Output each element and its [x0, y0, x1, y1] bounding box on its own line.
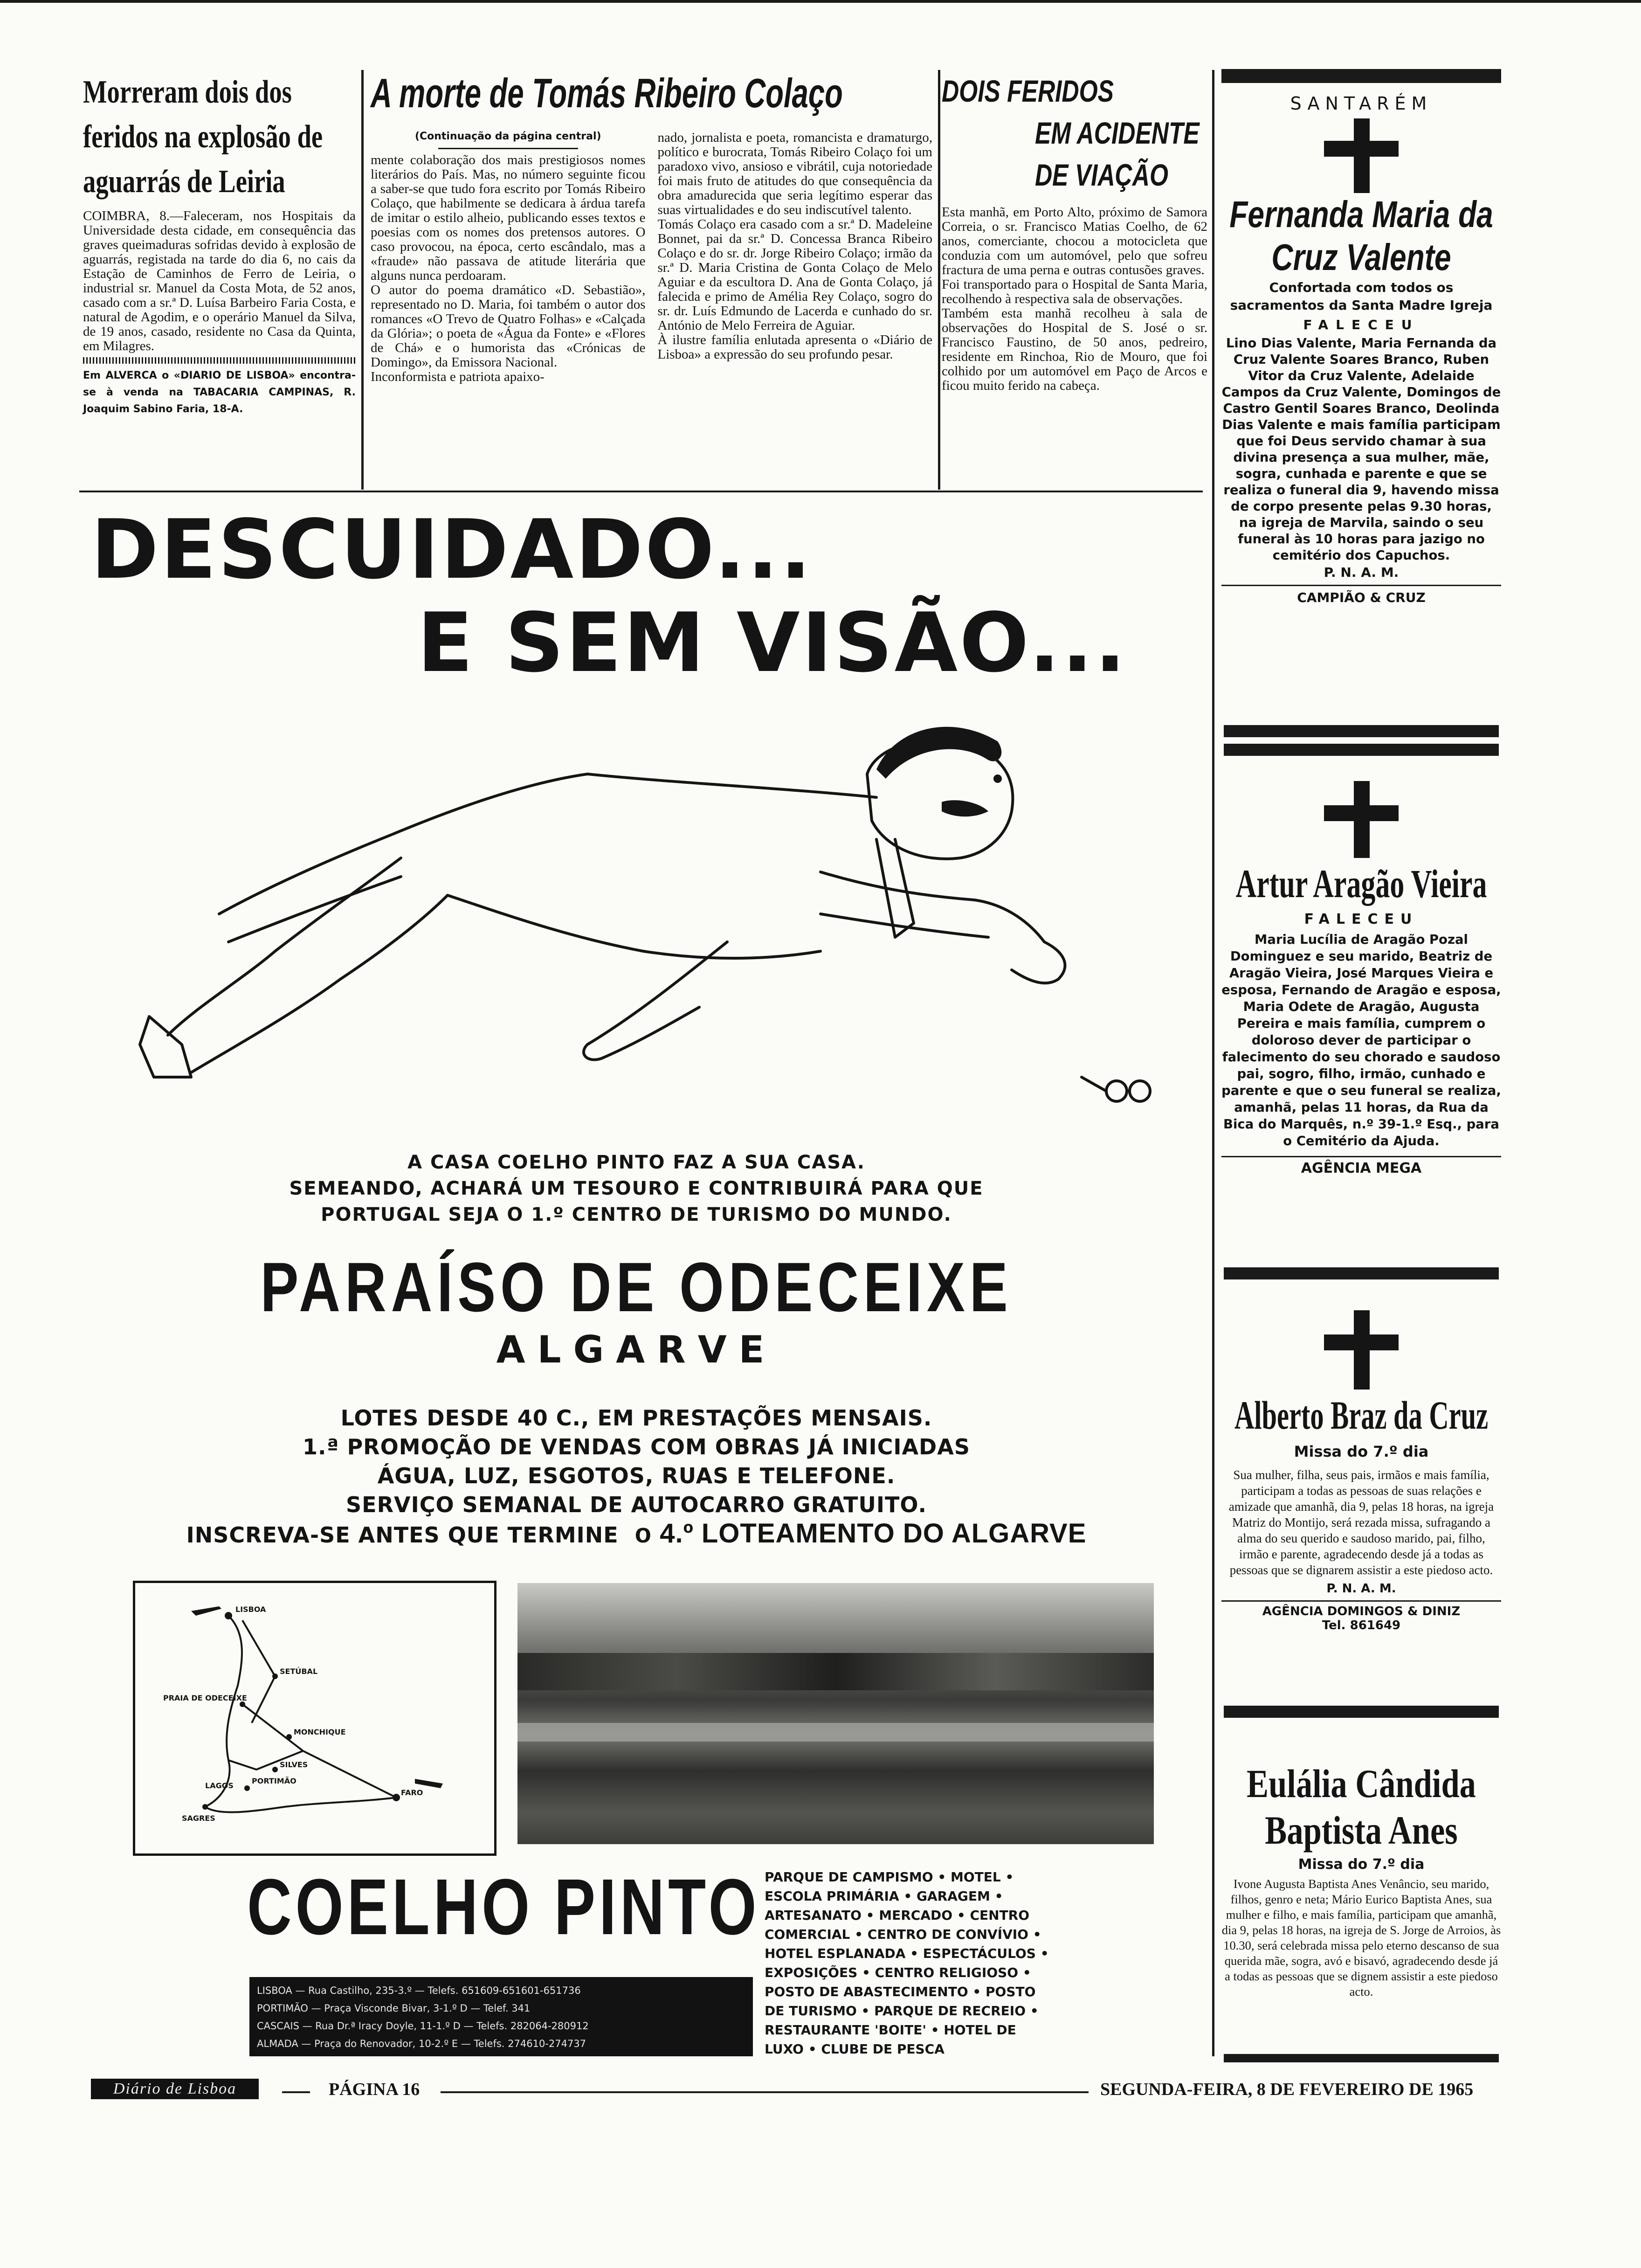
alverca-notice: Em ALVERCA o «DIARIO DE LISBOA» encontra-se à venda na TABACARIA CAMPINAS, R. Joaquim Sabino Faria, 18-A. — [83, 370, 356, 415]
obit-separator-2 — [1224, 744, 1499, 756]
article-leiria-headline: Morreram dois dos feridos na explosão de aguarrás de Leiria — [83, 74, 323, 200]
obit4-name-1: Eulália Cândida — [1247, 1761, 1476, 1806]
map-label-odeceixe: PRAIA DE ODECEIXE — [163, 1694, 247, 1702]
article-colaco-body-a: mente colaboração dos mais prestigiosos nomes literários do País. Mas, no número seguinte ficou a saber-se que tudo fora escrito por Tomás Ribeiro Colaço, que habilmente se dedicara à árdua tarefa de imitar o estilo alheio, publicando esses textos e poesias com os nomes dos pretensos autores. O caso provocou, na época, certo escândalo, mas a «fraude» não passava de atitude literária que alguns nunca perdoaram. O autor do poema dramático «D. Sebastião», representado no D. Maria, foi também o autor dos romances «O Trevo de Quatro Folhas» e «Calçada da Glória»; o poeta de «Água da Fonte» e «Flores de Chá» e o humorista das «Crónicas de Domingo», da Emissora Nacional. Inconformista e patriota apaixo- — [371, 152, 646, 384]
ad-line-5a: INSCREVA-SE ANTES QUE TERMINE — [186, 1522, 619, 1548]
article-colaco-body-b: nado, jornalista e poeta, romancista e dramaturgo, político e burocrata, Tomás Ribeiro Colaço foi um paradoxo vivo, ansioso e vibrátil, cuja notoriedade foi mais fruto de atitudes do que consequência da obra amadurecida que seria legítimo esperar das suas virtualidades e do seu indiscutível talento. Tomás Colaço era casado com a sr.ª D. Madeleine Bonnet, pai da sr.ª D. Concessa Branca Ribeiro Colaço e do sr. dr. Jorge Ribeiro Colaço; irmão da sr.ª D. Maria Cristina de Gonta Colaço de Melo Aguiar e da escultora D. Ana de Gonta Colaço, já falecida e primo de Amélia Rey Colaço, sogro do sr. dr. Luís Edmundo de Lacerda e cunhado do sr. António de Melo Ferreira de Aguiar. À ilustre família enlutada apresenta o «Diário de Lisboa» a expressão do seu profundo pesar. — [657, 130, 932, 362]
masthead-logo: Diário de Lisboa — [91, 2079, 259, 2099]
brand-name: COELHO PINTO — [247, 1863, 760, 1951]
footer-rule — [441, 2091, 1089, 2093]
column-divider-obits — [1212, 70, 1214, 2056]
obit1-status: FALECEU — [1303, 317, 1420, 332]
tick-rule — [83, 357, 356, 364]
obit3-status: Missa do 7.º dia — [1294, 1443, 1429, 1460]
ad-line-1: LOTES DESDE 40 C., EM PRESTAÇÕES MENSAIS. — [340, 1405, 932, 1431]
map-label-sagres: SAGRES — [182, 1814, 215, 1823]
article-colaco — [371, 70, 932, 384]
map-label-monchique: MONCHIQUE — [294, 1728, 346, 1736]
map-drawing — [135, 1583, 494, 1853]
obit3-rule — [1221, 1600, 1501, 1602]
obit-top-bar — [1221, 69, 1501, 83]
footer-dash — [282, 2091, 310, 2093]
obit-separator-1 — [1224, 725, 1499, 737]
photo-water — [517, 1723, 1154, 1742]
address-almada: ALMADA — Praça do Renovador, 10-2.º E — Telefs. 274610-274737 — [257, 2038, 586, 2049]
article-leiria-body: COIMBRA, 8.—Faleceram, nos Hospitais da Universidade desta cidade, em consequência das graves queimaduras sofridas devido à explosão de aguarrás, registada na tarde do dia 6, no cais da Estação de Caminhos de Ferro de Leiria, o industrial sr. Manuel da Costa Mota, de 52 anos, casado com a sr.ª D. Luísa Barbeiro Faria Costa, e natural de Agodim, e o operário Manuel da Silva, de 19 anos, casado, residente no Casa da Quinta, em Milagres. — [83, 208, 356, 353]
obit1-place: SANTARÉM — [1290, 93, 1433, 114]
ad-line-5b: o 4.º LOTEAMENTO DO ALGARVE — [634, 1518, 1087, 1549]
article-colaco-headline: A morte de Tomás Ribeiro Colaço — [371, 70, 843, 116]
map-label-setubal: SETÚBAL — [280, 1667, 318, 1676]
ad-region: ALGARVE — [496, 1328, 777, 1371]
address-lisboa: LISBOA — Rua Castilho, 235-3.º — Telefs. 651609-651601-651736 — [257, 1985, 581, 1996]
page-number: PÁGINA 16 — [329, 2080, 420, 2099]
ad-headline-2: E SEM VISÃO... — [417, 596, 1128, 691]
article-accident — [942, 70, 1207, 393]
map-label-silves: SILVES — [280, 1760, 308, 1769]
obit1-body: Lino Dias Valente, Maria Fernanda da Cruz Valente Soares Branco, Ruben Vitor da Cruz Valente, Adelaide Campos da Cruz Valente, Domingos de Castro Gentil Soares Branco, Deolinda Dias Valente e mais família participam que foi Deus servido chamar à sua divina presença a sua mulher, mãe, sogra, cunhada e parente e que se realiza o funeral dia 9, havendo missa de corpo presente pelas 9.30 horas, na igreja de Marvila, saindo o seu funeral às 10 horas para jazigo no cemitério dos Capuchos. — [1221, 336, 1501, 563]
obit-separator-4 — [1224, 1706, 1499, 1718]
accident-headline-2: EM ACIDENTE — [1035, 116, 1200, 150]
obit3-tel: Tel. 861649 — [1322, 1618, 1401, 1632]
obit1-rule — [1221, 585, 1501, 586]
obit4-name-2: Baptista Anes — [1265, 1808, 1458, 1853]
location-map — [133, 1581, 496, 1856]
cross-icon — [1221, 118, 1501, 193]
obit2-rule — [1221, 1156, 1501, 1157]
address-portimao: PORTIMÃO — Praça Visconde Bivar, 3-1.º D — Telef. 341 — [257, 2003, 531, 2014]
map-label-faro: FARO — [401, 1788, 423, 1797]
top-border — [0, 0, 1641, 3]
obit3-sign: P. N. A. M. — [1326, 1582, 1396, 1596]
ad-title-block — [79, 1250, 1193, 1376]
obit1-sign: P. N. A. M. — [1324, 565, 1399, 580]
obit3-agency: AGÊNCIA DOMINGOS & DINIZ — [1262, 1604, 1461, 1618]
ad-headline-1: DESCUIDADO... — [91, 503, 813, 597]
obit4-body: Ivone Augusta Baptista Anes Venâncio, seu marido, filhos, genro e neta; Mário Eurico Baptista Anes, sua mulher e filho, e mais família, participam que amanhã, dia 9, pelas 18 horas, na igreja de S. Jorge de Arroios, às 10.30, será celebrada missa pelo eterno descanso de sua querida mãe, sogra, avó e bisavó, agradecendo desde já a todas as pessoas que se dignem assistir a este piedoso acto. — [1221, 1877, 1501, 1998]
photo-hills — [517, 1653, 1154, 1690]
ad-tagline-2: SEMEANDO, ACHARÁ UM TESOURO E CONTRIBUIRÁ PARA QUE — [289, 1178, 984, 1199]
article-leiria — [83, 70, 356, 418]
continuation-note: (Continuação da página central) — [414, 131, 601, 142]
obit-alberto — [1221, 1310, 1501, 1632]
ad-tagline — [79, 1149, 1193, 1228]
ad-tagline-3: PORTUGAL SEJA O 1.º CENTRO DE TURISMO DO MUNDO. — [321, 1204, 952, 1225]
ad-line-4: SERVIÇO SEMANAL DE AUTOCARRO GRATUITO. — [346, 1492, 927, 1517]
map-label-lisboa: LISBOA — [235, 1605, 266, 1614]
column-divider-1 — [361, 70, 364, 490]
column-divider-2 — [938, 70, 940, 490]
accident-headline-3: DE VIAÇÃO — [1035, 158, 1169, 192]
top-section-rule — [79, 491, 1203, 492]
ad-line-2: 1.ª PROMOÇÃO DE VENDAS COM OBRAS JÁ INICIADAS — [303, 1434, 970, 1459]
obit1-name: Fernanda Maria da Cruz Valente — [1229, 194, 1493, 278]
obit-eulalia — [1221, 1760, 1501, 1999]
ad-title: PARAÍSO DE ODECEIXE — [260, 1248, 1013, 1326]
obit2-name: Artur Aragão Vieira — [1235, 861, 1487, 906]
obit1-agency: CAMPIÃO & CRUZ — [1297, 590, 1426, 605]
obit3-name: Alberto Braz da Cruz — [1234, 1393, 1489, 1438]
beach-photo — [517, 1583, 1154, 1844]
cross-icon — [1221, 1310, 1501, 1390]
continuation-rule — [438, 148, 578, 149]
obit-bottom-bar — [1224, 2054, 1499, 2062]
obit3-body: Sua mulher, filha, seus pais, irmãos e mais família, participam a todas as pessoas de suas relações e amizade que amanhã, dia 9, pelas 18 horas, na igreja Matriz do Montijo, será rezada missa, sufragando a alma do seu querido e saudoso marido, pai, filho, irmão e parente, agradecendo desde já a todas as pessoas que se dignarem assistir a este piedoso acto. — [1228, 1468, 1494, 1577]
map-label-lagos: LAGOS — [205, 1781, 234, 1790]
accident-body: Esta manhã, em Porto Alto, próximo de Samora Correia, o sr. Francisco Matias Coelho, de 62 anos, comerciante, chocou a motocicleta que conduzia com um automóvel, pelo que sofreu fractura de uma perna e outras contusões graves. Foi transportado para o Hospital de Santa Maria, recolhendo à respectiva sala de observações. Também esta manhã recolheu à sala de observações do Hospital de S. José o sr. Francisco Faustino, de 50 anos, pedreiro, residente em Rinchoa, Rio de Mouro, que foi colhido por um automóvel em Paço de Arcos e ficou muito ferido na cabeça. — [942, 205, 1207, 393]
obit-fernanda — [1221, 93, 1501, 605]
obit4-status: Missa do 7.º dia — [1298, 1856, 1425, 1873]
brand-addresses — [249, 1977, 753, 2056]
obit2-status: FALECEU — [1304, 911, 1419, 927]
map-label-portimao: PORTIMÃO — [252, 1777, 296, 1785]
ad-line-5 — [79, 1519, 1193, 1549]
amenities-list: PARQUE DE CAMPISMO • MOTEL • ESCOLA PRIMÁRIA • GARAGEM • ARTESANATO • MERCADO • CENTRO COMERCIAL • CENTRO DE CONVÍVIO • HOTEL ESPLANADA • ESPECTÁCULOS • EXPOSIÇÕES • CENTRO RELIGIOSO • POSTO DE ABASTECIMENTO • POSTO DE TURISMO • PARQUE DE RECREIO • RESTAURANTE 'BOITE' • HOTEL DE LUXO • CLUBE DE PESCA — [765, 1869, 1049, 2057]
accident-headline-1: DOIS FERIDOS — [942, 74, 1114, 108]
ad-features — [79, 1404, 1193, 1549]
address-cascais: CASCAIS — Rua Dr.ª Iracy Doyle, 11-1.º D — Telefs. 282064-280912 — [257, 2020, 589, 2032]
ad-coelho-pinto — [91, 504, 1210, 690]
ad-line-3: ÁGUA, LUZ, ESGOTOS, RUAS E TELEFONE. — [377, 1463, 896, 1488]
obit2-body: Maria Lucília de Aragão Pozal Dominguez e seu marido, Beatriz de Aragão Vieira, José Marques Vieira e esposa, Fernando de Aragão e esposa, Maria Odete de Aragão, Augusta Pereira e mais família, cumprem o doloroso dever de participar o falecimento do seu chorado e saudoso pai, sogro, filho, irmão, cunhado e parente e que o seu funeral se realiza, amanhã, pelas 11 horas, da Rua da Bica do Marquês, n.º 39-1.º Esq., para o Cemitério da Ajuda. — [1221, 932, 1501, 1148]
ad-tagline-1: A CASA COELHO PINTO FAZ A SUA CASA. — [407, 1152, 865, 1173]
issue-date: SEGUNDA-FEIRA, 8 DE FEVEREIRO DE 1965 — [1100, 2080, 1474, 2099]
obit1-sub: Confortada com todos os sacramentos da Santa Madre Igreja — [1230, 280, 1493, 313]
cross-icon — [1221, 781, 1501, 858]
obit2-agency: AGÊNCIA MEGA — [1301, 1160, 1422, 1176]
obit-artur — [1221, 781, 1501, 1176]
crawling-man-illustration — [121, 718, 1170, 1147]
obit-separator-3 — [1224, 1267, 1499, 1279]
